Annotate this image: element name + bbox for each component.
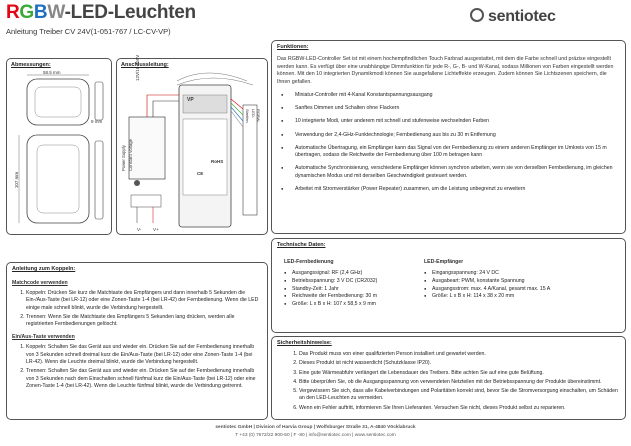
list-item: ● Ausgabeart: PWM, konstante Spannung [424, 278, 624, 286]
subtitle: Anleitung Treiber CV 24V(1-051-767 / LC-CV-VP) [6, 27, 171, 36]
footer-company: sentiotec GmbH | Division of Harvia Group | Wolfsburger Straße 31, A-4840 Vöcklabruck [215, 425, 416, 430]
gnd-label: V- [137, 227, 142, 232]
functions-intro: Das RGBW-LED-Controller Set ist mit einem hochempfindlichen Touch Farbrad ausgestattet, mit dem die Farbe schnell und präzise eingestellt werden kann. Es verfügt über eine unabhängige Dimmfunktion für jede R-, G-, B- und W-Kanal, sodass Millionen von Farben eingestellt werden können. Mit den 10 integrierten Dynamikmodi können Sie ausgefallene Lichteffekte erzeugen. Zudem können Sie Lichtszenen speichern, die Ihnen gefallen. [277, 56, 614, 86]
list-item: 5. Vergewissern Sie sich, dass alle Kabelverbindungen und Polaritäten korrekt sind, bevor Sie die Stromversorgung einschalten, um Schäden an den LED-Leuchten zu vermeiden. [299, 388, 620, 403]
list-item: 2. Trennen: Schalten Sie das Gerät aus und wieder ein. Drücken Sie auf der Fernbedienung innerhalb von 3 Sekunden nach dem Einschalten schnell fünfmal kurz die Ein/Aus-Taste (bei LR-12) oder eine Zonen-Taste 1-4 (bei LR-42). Wenn die Leuchte fünfmal blinkt, wurde die Verbindung getrennt. [26, 368, 262, 390]
list-item: ● Miniatur-Controller mit 4-Kanal Konstantspannungsausgang [277, 92, 620, 99]
list-item: ● Verwendung der 2,4-GHz-Funktechnologie; Fernbedienung aus bis zu 30 m Entfernung [277, 132, 620, 139]
ps-label-1: Power Supply [121, 145, 126, 171]
feature-list [277, 92, 620, 194]
list-item: ● Automatische Synchronisierung, verschiedene Empfänger können synchron arbeiten, wenn sie von derselben Fernbedienung, im gleichen dynamischen Modus und mit derselben Geschwindigkeit gesteuert werden. [277, 165, 620, 180]
pairing-sub2: Ein/Aus-Taste verwenden [12, 334, 75, 341]
functions-heading: Funktionen: [277, 44, 309, 50]
page-title: RGBW-LED-Leuchten [6, 2, 196, 23]
list-item: 2. Trennen: Wenn Sie die Matchtaste des Empfängers 5 Sekunden lang drücken, werden alle registrierten Fernbedienungen gelöscht. [26, 314, 262, 329]
functions-panel [271, 40, 626, 234]
list-item: ● Sanftes Dimmen und Schalten ohne Flackern [277, 105, 620, 112]
wiring-panel [116, 54, 268, 235]
tech-panel [271, 238, 626, 333]
list-item: 3. Eine gute Wärmeabfuhr verlängert die Lebensdauer des Treibers. Bitte achten Sie auf eine gute Belüftung. [299, 370, 620, 377]
list-item: ● Automatische Übertragung, ein Empfänger kann das Signal von der Fernbedienung zu einem anderen Empfänger im Umkreis von 15 m übertragen, sodass die Reichweite der Fernbedienung über 100 m betragen kann [277, 145, 620, 160]
dim-depth: 9 mm [91, 119, 103, 124]
vplus-label: V+ [153, 227, 159, 232]
strip-label: RGBW-LED-Streifen [245, 109, 261, 123]
tech-heading: Technische Daten: [277, 242, 326, 248]
list-item: 1. Das Produkt muss von einer qualifizierten Person installiert und gewartet werden. [299, 351, 620, 358]
list-item: 6. Wenn ein Fehler auftritt, informieren Sie Ihren Lieferanten. Versuchen Sie nicht, dieses Produkt selbst zu reparieren. [299, 405, 620, 412]
wiring-diagram [117, 65, 269, 235]
safety-list [277, 351, 620, 412]
footer-contact: T +43 (0) 7672/22 900-50 | F -80 | info@sentiotec.com | www.sentiotec.com [235, 433, 396, 438]
dimensions-panel [6, 58, 112, 235]
list-item: ● Ausgangsstrom: max. 4 A/Kanal, gesamt max. 15 A [424, 286, 624, 294]
ce-label: CE [197, 171, 204, 176]
dimensions-heading: Abmessungen: [11, 62, 51, 68]
list-item: ● Betriebsspannung: 3 V DC (CR2032) [284, 278, 444, 286]
safety-heading: Sicherheitshinweise: [277, 340, 332, 346]
list-item: ● Größe: L x B x H: 114 x 38 x 20 mm [424, 293, 624, 301]
list-item: 1. Koppeln: Schalten Sie das Gerät aus und wieder ein. Drücken Sie auf der Fernbedienung innerhalb von 3 Sekunden schnell dreimal kurz die Ein/Aus-Taste (bei LR-12) oder eine Zonen-Taste 1-4 (bei LR-42). Wenn die Leuchte dreimal blinkt, wurde die Verbindung hergestellt. [26, 344, 262, 366]
receiver-column [424, 259, 624, 301]
voltage-label: 12V/18-250V [135, 54, 140, 81]
dim-width: 58.5 mm [43, 70, 61, 75]
receiver-heading: LED-Empfänger [424, 259, 464, 265]
dimensions-drawing [7, 67, 113, 237]
pairing-sub1: Matchcode verwenden [12, 280, 68, 286]
list-item: ● Größe: L x B x H: 107 x 58,5 x 9 mm [284, 301, 444, 309]
model-label: VP [187, 97, 194, 103]
list-item: ● Arbeitet mit Stromverstärker (Power Repeater) zusammen, um die Leistung unbegrenzt zu erweitern [277, 186, 620, 193]
list-item: 2. Dieses Produkt ist nicht wasserdicht (Schutzklasse IP20). [299, 360, 620, 367]
safety-panel [271, 336, 626, 420]
wiring-heading: Anschlussleitung: [121, 62, 169, 68]
pairing-panel [6, 262, 268, 420]
list-item: ● Standby-Zeit: 1 Jahr [284, 286, 444, 294]
remote-heading: LED-Fernbedienung [284, 259, 334, 265]
brand-logo-icon [470, 8, 484, 22]
pairing-heading: Anleitung zum Koppeln: [12, 266, 76, 272]
list-item: ● Reichweite der Fernbedienung: 30 m [284, 293, 444, 301]
list-item: 1. Koppeln: Drücken Sie kurz die Matchtaste des Empfängers und dann innerhalb 5 Sekunden die Ein-/Aus-Taste (bei LR-12) oder eine Zonen-Taste 1-4 (bei LR-42) der Fernbedienung. Wenn die LED einige male schnell blinkt, wurde die Verbindung hergestellt. [26, 290, 262, 312]
pairing-list-2 [12, 344, 262, 390]
dim-height: 107 mm [14, 171, 20, 189]
rohs-label: RoHS [211, 159, 224, 164]
list-item: 4. Bitte überprüfen Sie, ob die Ausgangsspannung von verwendeten Netzteilen mit der Betriebsspannung der Produkte übereinstimmt. [299, 379, 620, 386]
list-item: ● Eingangsspannung: 24 V DC [424, 270, 624, 278]
brand-logo: sentiotec [488, 8, 556, 25]
list-item: ● Ausgangssignal: RF (2,4 GHz) [284, 270, 444, 278]
pairing-list-1 [12, 290, 262, 328]
remote-column [284, 259, 444, 309]
ps-label-2: Constant Voltage [128, 139, 133, 171]
list-item: ● 10 integrierte Modi, unter anderem mit schnell und stufenweise wechselnden Farben [277, 118, 620, 125]
